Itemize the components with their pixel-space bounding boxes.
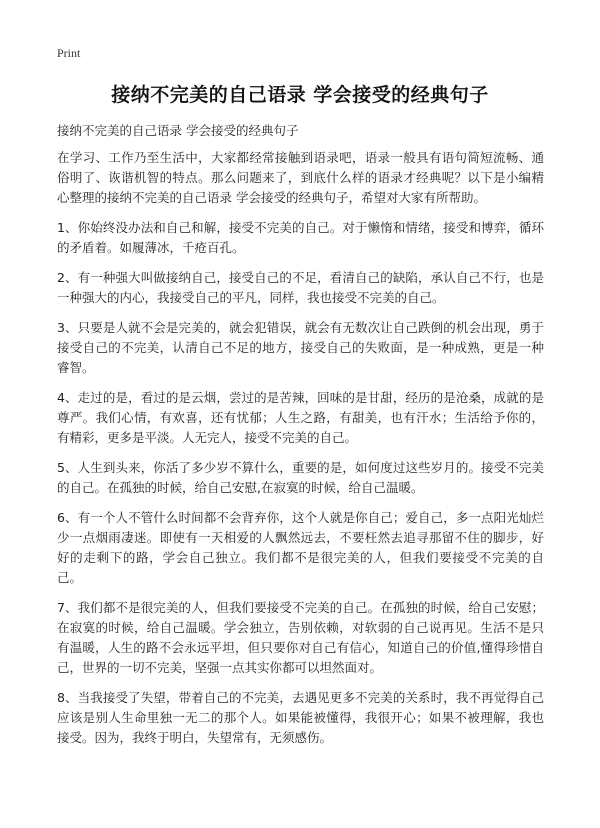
article-subtitle: 接纳不完美的自己语录 学会接受的经典句子: [57, 123, 299, 138]
print-link[interactable]: Print: [57, 46, 81, 60]
quote-paragraph-8: 8、当我接受了失望，带着自己的不完美，去遇见更多不完美的关系时，我不再觉得自己应该是别人生命里独一无二的那个人。如果能被懂得，我很开心；如果不被理解，我也接受。因为，我终于明白，失望常有，无须感伤。: [57, 690, 544, 745]
quote-paragraph-5: 5、人生到头来，你活了多少岁不算什么，重要的是，如何度过这些岁月的。接受不完美的自己。在孤独的时候，给自己安慰,在寂寞的时候，给自己温暖。: [57, 460, 544, 495]
article-body: [57, 148, 544, 758]
quote-paragraph-3: 3、只要是人就不会是完美的，就会犯错误，就会有无数次让自己跌倒的机会出现，勇于接受自己的不完美，认清自己不足的地方，接受自己的失败面，是一种成熟，更是一种睿智。: [57, 320, 544, 375]
article-title: 接纳不完美的自己语录 学会接受的经典句子: [111, 84, 489, 106]
quote-paragraph-7: 7、我们都不是很完美的人，但我们要接受不完美的自己。在孤独的时候，给自己安慰；在寂寞的时候，给自己温暖。学会独立，告别依赖，对软弱的自己说再见。生活不是只有温暖，人生的路不会永远平坦，但只要你对自己有信心，知道自己的价值,懂得珍惜自己，世界的一切不完美，坚强一点其实你都可以坦然面对。: [57, 600, 544, 675]
quote-paragraph-2: 2、有一种强大叫做接纳自己，接受自己的不足，看清自己的缺陷，承认自己不行，也是一种强大的内心，我接受自己的平凡，同样，我也接受不完美的自己。: [57, 270, 544, 305]
quote-paragraph-1: 1、你始终没办法和自己和解，接受不完美的自己。对于懒惰和情绪，接受和博弈，循环的矛盾着。如履薄冰，千疮百孔。: [57, 220, 544, 255]
intro-paragraph: 在学习、工作乃至生活中，大家都经常接触到语录吧，语录一般具有语句简短流畅、通俗明了、诙谐机智的特点。那么问题来了，到底什么样的语录才经典呢？以下是小编精心整理的接纳不完美的自己语录 学会接受的经典句子，希望对大家有所帮助。: [57, 150, 544, 205]
quote-paragraph-4: 4、走过的是，看过的是云烟，尝过的是苦辣，回味的是甘甜，经历的是沧桑，成就的是尊严。我们心情，有欢喜，还有忧郁；人生之路，有甜美，也有汗水；生活给予你的，有精彩，更多是平淡。人无完人，接受不完美的自己。: [57, 390, 544, 445]
quote-paragraph-6: 6、有一个人不管什么时间都不会背弃你，这个人就是你自己；爱自己，多一点阳光灿烂少一点烟雨凄迷。即使有一天相爱的人飘然远去，不要枉然去追寻那留不住的脚步，好好的走剩下的路，学会自己独立。我们都不是很完美的人，但我们要接受不完美的自己。: [57, 510, 544, 585]
